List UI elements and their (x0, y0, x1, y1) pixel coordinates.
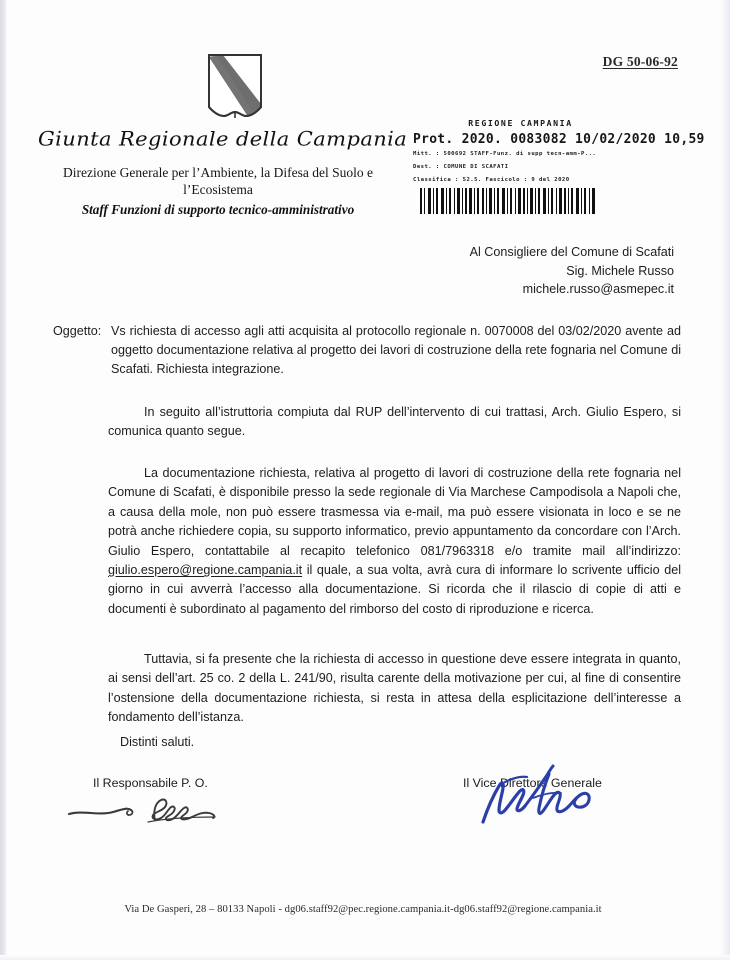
body-paragraph-2-part2: il quale, a sua volta, avrà cura di informare lo scrivente ufficio del giorno in cui avverrà l’accesso alla documentazione. Si ricorda che il rilascio di copie di atti e documenti è subordinato al pagamento del rimborso del costo di riproduzione e ricerca. (108, 562, 681, 616)
letterhead (38, 127, 408, 218)
stamp-region-title: REGIONE CAMPANIA (468, 118, 573, 128)
contact-email-link[interactable]: giulio.espero@regione.campania.it (108, 562, 303, 577)
subject-label: Oggetto: (53, 324, 102, 338)
signature-block-vice-direttore (463, 776, 602, 838)
closing-salutation: Distinti saluti. (120, 735, 195, 749)
signature-block-responsabile (93, 776, 208, 838)
handwritten-signature-icon (463, 786, 602, 838)
letterhead-direction (38, 164, 398, 198)
barcode-icon (419, 188, 597, 214)
page-left-edge-shadow (0, 0, 7, 960)
page-right-edge-shadow (721, 0, 730, 960)
addressee-line-1: Al Consigliere del Comune di Scafati (469, 245, 674, 259)
body-paragraph-1: In seguito all’istruttoria compiuta dal RUP dell’intervento di cui trattasi, Arch. Giulio Espero, si comunica quanto segue. (108, 405, 681, 439)
campania-coat-of-arms-icon (206, 52, 264, 126)
letterhead-direction-line2: l’Ecosistema (183, 182, 253, 197)
protocol-stamp (413, 118, 705, 214)
signature-title-vice-direttore: Il Vice Direttore Generale (463, 776, 602, 790)
addressee-line-2: Sig. Michele Russo (566, 263, 674, 278)
subject-text: Vs richiesta di accesso agli atti acquisita al protocollo regionale n. 0070008 del 03/02/2020 avente ad oggetto documentazione relativa al progetto dei lavori di costruzione della rete fognaria nel Comune di Scafati. Richiesta integrazione. (111, 324, 681, 377)
footer-address: Via De Gasperi, 28 – 80133 Napoli - dg06.staff92@pec.regione.campania.it-dg06.staff92@regione.campania.it (124, 904, 602, 915)
body-paragraph-2-part1: La documentazione richiesta, relativa al progetto di lavori di costruzione della rete fognaria nel Comune di Scafati, è disponibile presso la sede regionale di Via Marchese Campodisola a Napoli che, a causa della mole, non può essere trasmessa via e-mail, ma può essere visionata in loco e se ne potrà anche richiedere copia, su supporto informatico, previo appuntamento da concordare con l’Arch. Giulio Espero, contattabile al recapito telefonico 081/7963318 e/o tramite mail all’indirizzo: (108, 466, 681, 558)
body-paragraph-3: Tuttavia, si fa presente che la richiesta di accesso in questione deve essere integrata in quanto, ai sensi dell’art. 25 co. 2 della L. 241/90, risulta carente della motivazione per cui, al fine di consentire l’ostensione della documentazione richiesta, si resta in attesa della esplicitazione dell’interesse a fondamento dell’istanza. (108, 652, 681, 725)
subject-block (53, 322, 681, 379)
stamp-protocol-number: Prot. 2020. 0083082 10/02/2020 10,59 (413, 132, 705, 147)
letterhead-script-title: Giunta Regionale della Campania (38, 127, 408, 151)
addressee-block (338, 243, 674, 299)
signature-title-responsabile: Il Responsabile P. O. (93, 776, 208, 790)
addressee-email: michele.russo@asmepec.it (522, 282, 674, 296)
letterhead-staff-line: Staff Funzioni di supporto tecnico-amministrativo (81, 202, 355, 217)
letterhead-direction-line1: Direzione Generale per l’Ambiente, la Difesa del Suolo e (63, 165, 373, 180)
handwritten-signature-icon (93, 786, 208, 838)
stamp-recipient-line: Dest. : COMUNE DI SCAFATI (413, 163, 509, 170)
stamp-classification-line: Classifica : 52.5. Fascicolo : 9 del 2020 (413, 176, 570, 183)
stamp-sender-line: Mitt. : 500692 STAFF-Funz. di supp tecn-amm-P... (413, 150, 597, 157)
document-body (8, 0, 722, 960)
department-code: DG 50-06-92 (602, 54, 678, 69)
body-paragraph-2 (108, 464, 681, 619)
